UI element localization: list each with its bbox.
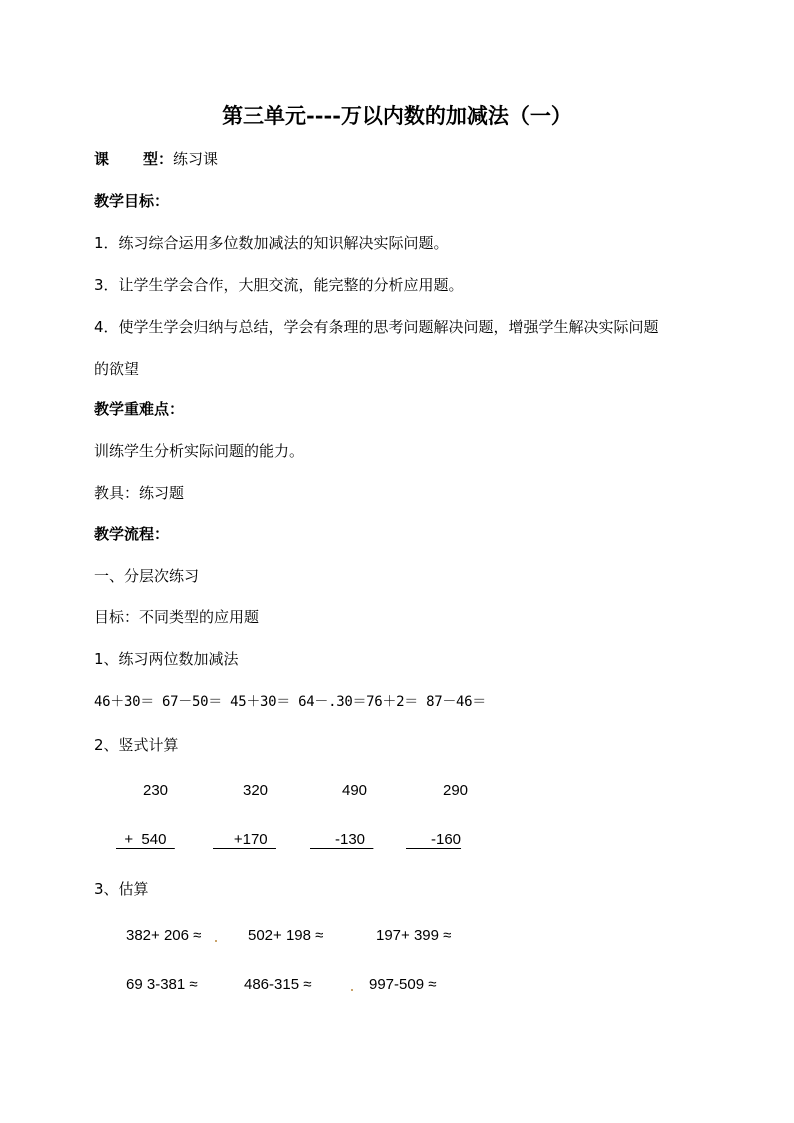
section-heading: 一、分层次练习 <box>94 567 200 585</box>
stray-mark <box>351 989 353 991</box>
estimate-problem: 502+ 198 ≈ <box>248 927 324 944</box>
estimate-problem: 997-509 ≈ <box>369 976 437 993</box>
key-points-text: 训练学生分析实际问题的能力。 <box>94 442 305 460</box>
estimate-problem: 486-315 ≈ <box>244 976 312 993</box>
page-title: 第三单元----万以内数的加减法（一） <box>222 103 572 128</box>
vertical-top-number: 490 <box>342 782 368 799</box>
estimate-problem: 69 3-381 ≈ <box>126 976 198 993</box>
goal-line: 目标：不同类型的应用题 <box>94 608 260 626</box>
vertical-top-number: 230 <box>143 782 169 799</box>
objective-item: 的欲望 <box>94 360 140 378</box>
lesson-type-label-a: 课 <box>94 150 110 168</box>
stray-mark <box>215 940 217 942</box>
estimate-problem: 197+ 399 ≈ <box>376 927 452 944</box>
vertical-bottom-operand: -130 <box>310 831 374 848</box>
process-heading: 教学流程： <box>94 525 170 543</box>
tools-line: 教具：练习题 <box>94 484 185 502</box>
estimate-problem: 382+ 206 ≈ <box>126 927 202 944</box>
exercise-1-problems: 46＋30＝ 67－50＝ 45＋30＝ 64－.30＝76＋2＝ 87－46＝ <box>94 694 487 710</box>
lesson-type-value: 练习课 <box>173 150 219 168</box>
lesson-type-label-b: 型： <box>143 150 174 168</box>
vertical-bottom-operand: + 540 <box>116 831 175 848</box>
objective-item: 3．让学生学会合作，大胆交流，能完整的分析应用题。 <box>94 276 464 294</box>
exercise-1-title: 1、练习两位数加减法 <box>94 650 239 668</box>
vertical-bottom-operand: +170 <box>213 831 276 848</box>
vertical-bottom-operand: -160 <box>406 831 462 848</box>
objectives-heading: 教学目标： <box>94 192 170 210</box>
key-points-heading: 教学重难点： <box>94 400 185 418</box>
exercise-2-title: 2、竖式计算 <box>94 736 179 754</box>
vertical-top-number: 320 <box>243 782 269 799</box>
lesson-type-line <box>94 148 218 169</box>
vertical-top-number: 290 <box>443 782 469 799</box>
exercise-3-title: 3、估算 <box>94 880 149 898</box>
objective-item: 1．练习综合运用多位数加减法的知识解决实际问题。 <box>94 234 449 252</box>
objective-item: 4．使学生学会归纳与总结，学会有条理的思考问题解决问题，增强学生解决实际问题 <box>94 318 659 336</box>
